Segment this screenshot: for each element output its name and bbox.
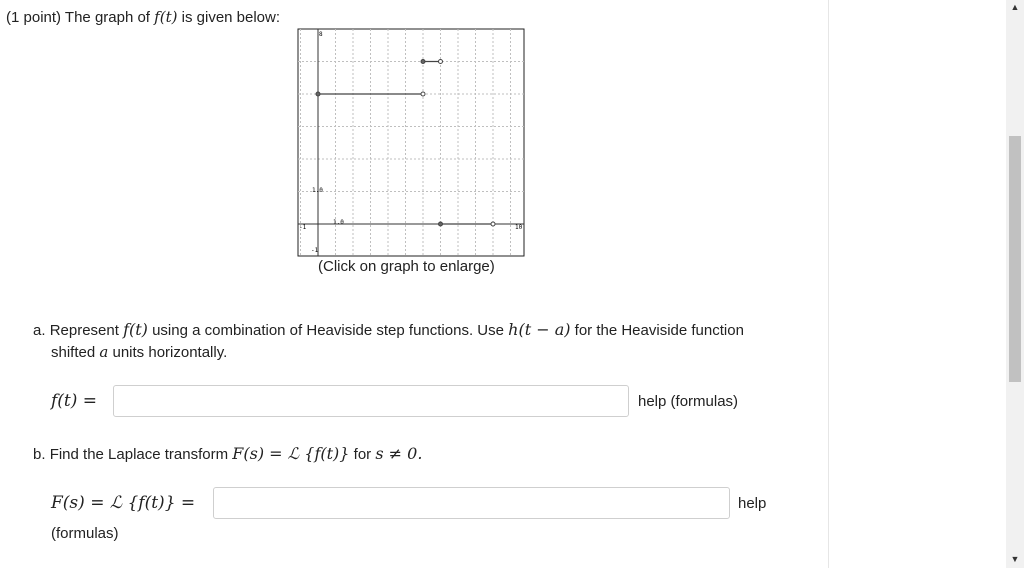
- graph-caption[interactable]: (Click on graph to enlarge): [318, 258, 495, 275]
- scroll-up-icon[interactable]: ▲: [1010, 2, 1020, 12]
- func-name: f(t): [123, 320, 148, 339]
- func-name: f(t): [154, 8, 178, 26]
- closed-point-2: [439, 222, 443, 226]
- laplace-answer-label: F(s) = ℒ {f(t)} =: [51, 493, 196, 513]
- closed-point-0: [316, 92, 320, 96]
- help-link-b[interactable]: help: [738, 495, 767, 512]
- f-answer-input[interactable]: [113, 385, 629, 417]
- open-point-1: [439, 60, 443, 64]
- problem-heading: (1 point) The graph of f(t) is given below:: [6, 8, 281, 26]
- graph-svg[interactable]: [297, 28, 525, 258]
- laplace-expression: F(s) = ℒ {f(t)}: [232, 444, 350, 463]
- scroll-thumb[interactable]: [1009, 136, 1021, 382]
- heaviside-notation: h(t − a): [508, 320, 571, 339]
- laplace-answer-input[interactable]: [213, 487, 730, 519]
- closed-point-1: [421, 60, 425, 64]
- function-graph[interactable]: [297, 28, 525, 258]
- open-point-0: [421, 92, 425, 96]
- tick-label-top-y: 8: [319, 31, 323, 38]
- open-point-2: [491, 222, 495, 226]
- tick-label-left-x: -1: [299, 224, 307, 231]
- s-condition: s ≠ 0.: [375, 444, 423, 463]
- part-b-line: b. Find the Laplace transform F(s) = ℒ {f(t)} for s ≠ 0.: [33, 444, 423, 463]
- scrollbar[interactable]: [1006, 0, 1024, 568]
- help-formulas-link-a[interactable]: help (formulas): [638, 393, 739, 410]
- right-panel: [828, 0, 1007, 568]
- tick-label-mid-y: 1.0: [312, 187, 323, 194]
- formulas-link-b[interactable]: (formulas): [51, 525, 119, 542]
- tick-label-neg-y: -1: [311, 247, 319, 254]
- part-a-line2: shifted a units horizontally.: [51, 343, 228, 361]
- f-answer-label: f(t) =: [51, 391, 98, 411]
- tick-label-origin-x: 1.0: [333, 219, 344, 226]
- graph-frame: [298, 29, 524, 256]
- part-a-line1: a. Represent f(t) using a combination of Heaviside step functions. Use h(t − a) for the Heaviside function: [33, 320, 744, 339]
- tick-label-right-x: 10: [515, 224, 523, 231]
- scroll-down-icon[interactable]: ▼: [1010, 554, 1020, 564]
